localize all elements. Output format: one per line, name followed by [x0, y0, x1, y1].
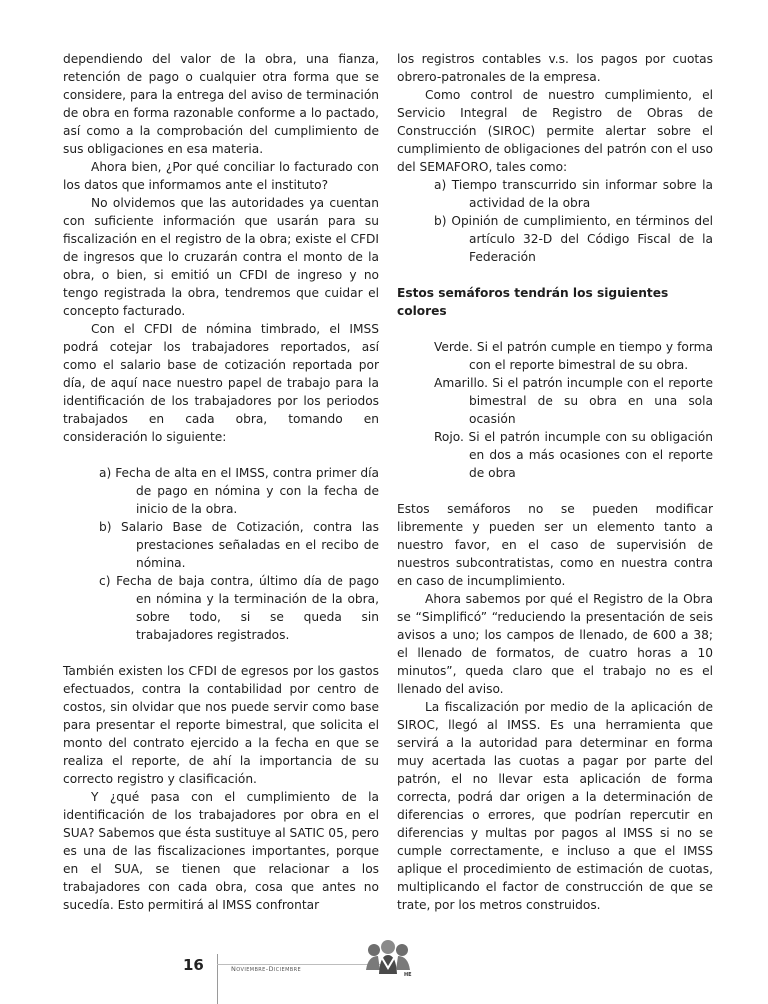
issue-label: Noviembre-Diciembre	[231, 965, 302, 973]
paragraph: Estos semáforos no se pueden modificar libremente y pueden ser un elemento tanto a nuestro favor, en el caso de supervisión de nuestros subcontratistas, como en nuestra contra en caso de incumplimiento.	[397, 502, 713, 588]
page-footer	[0, 940, 768, 1004]
list-item: a) Fecha de alta en el IMSS, contra primer día de pago en nómina y con la fecha de inicio de la obra.	[99, 466, 379, 516]
section-heading: Estos semáforos tendrán los siguientes colores	[397, 286, 669, 318]
semaforo-colors-list	[397, 338, 713, 482]
footer-divider	[217, 954, 218, 1004]
paragraph: También existen los CFDI de egresos por los gastos efectuados, contra la contabilidad por centro de costos, sin olvidar que nos puede servir como base para presentar el reporte bimestral, que solicita el monto del contrato ejercido a la fecha en que se realiza el reporte, de ahí la importancia de su correcto registro y clasificación.	[63, 664, 379, 786]
right-column	[397, 50, 713, 914]
list-item: Amarillo. Si el patrón incumple con el reporte bimestral de su obra en una sola ocasión	[434, 376, 713, 426]
list-item: a) Tiempo transcurrido sin informar sobre la actividad de la obra	[434, 178, 713, 210]
list-item: c) Fecha de baja contra, último día de pago en nómina y la terminación de la obra, sobre todo, si se queda sin trabajadores registrados.	[99, 574, 379, 642]
page-number: 16	[183, 956, 204, 974]
paragraph: dependiendo del valor de la obra, una fianza, retención de pago o cualquier otra forma que se considere, para la entrega del aviso de terminación de obra en forma razonable conforme a lo pactado, así como a la comprobación del cumplimiento de sus obligaciones en esa materia.	[63, 52, 379, 156]
logo-text: HE	[404, 972, 412, 978]
paragraph: Ahora bien, ¿Por qué conciliar lo facturado con los datos que informamos ante el instituto?	[63, 160, 379, 192]
list-item: b) Opinión de cumplimiento, en términos del artículo 32-D del Código Fiscal de la Federación	[434, 214, 713, 264]
paragraph: No olvidemos que las autoridades ya cuentan con suficiente información que usarán para su fiscalización en el registro de la obra; existe el CFDI de ingresos que lo cruzarán contra el monto de la obra, o bien, si emitió un CFDI de ingreso y no tengo registrada la obra, tendremos que cuidar el concepto facturado.	[63, 196, 379, 318]
paragraph: Con el CFDI de nómina timbrado, el IMSS podrá cotejar los trabajadores reportados, así como el salario base de cotización reportada por día, de aquí nace nuestro papel de trabajo para la identificación de los trabajadores por los periodos trabajados en cada obra, tomando en consideración lo siguiente:	[63, 322, 379, 444]
paragraph: Ahora sabemos por qué el Registro de la Obra se “Simplificó” “reduciendo la presentación de seis avisos a uno; los campos de llenado, de 600 a 38; el llenado de formatos, de cuatro horas a 10 minutos”, queda claro que el trabajo no es el llenado del aviso.	[397, 592, 713, 696]
list-item: Rojo. Si el patrón incumple con su obligación en dos a más ocasiones con el reporte de obra	[434, 430, 713, 480]
paragraph: La fiscalización por medio de la aplicación de SIROC, llegó al IMSS. Es una herramienta que servirá a la autoridad para determinar en forma muy acertada las cuotas a pagar por parte del patrón, el no llevar esta aplicación de forma correcta, podrá dar origen a la determinación de diferencias o errores, que podrían repercutir en diferencias y multas por pagos al IMSS si no se cumple correctamente, e incluso a que el IMSS aplique el procedimiento de estimación de cuotas, multiplicando el factor de construcción de que se trate, por los metros construidos.	[397, 700, 713, 912]
list-item: b) Salario Base de Cotización, contra las prestaciones señaladas en el recibo de nómina.	[99, 520, 379, 570]
paragraph: los registros contables v.s. los pagos por cuotas obrero-patronales de la empresa.	[397, 52, 713, 84]
paragraph: Y ¿qué pasa con el cumplimiento de la identificación de los trabajadores por obra en el SUA? Sabemos que ésta sustituye al SATIC 05, pero es una de las fiscalizaciones importantes, porque en el SUA, se tienen que relacionar a los trabajadores con cada obra, cosa que antes no sucedía. Esto permitirá al IMSS confrontar	[63, 790, 379, 912]
left-column	[63, 50, 379, 914]
publisher-logo-icon	[360, 940, 416, 982]
paragraph: Como control de nuestro cumplimiento, el Servicio Integral de Registro de Obras de Construcción (SIROC) permite alertar sobre el cumplimiento de obligaciones del patrón con el uso del SEMAFORO, tales como:	[397, 88, 713, 174]
list-item: Verde. Si el patrón cumple en tiempo y forma con el reporte bimestral de su obra.	[434, 340, 713, 372]
semaforo-criteria-list	[397, 176, 713, 266]
identification-list	[63, 464, 379, 644]
